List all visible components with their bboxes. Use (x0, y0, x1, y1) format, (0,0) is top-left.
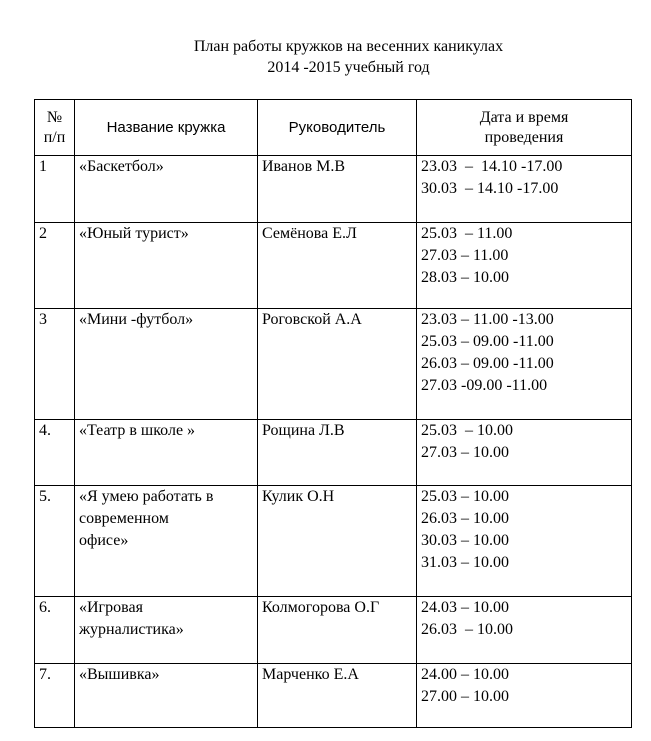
row-number: 1 (35, 156, 75, 223)
header-date-time (417, 100, 632, 156)
table-row (35, 309, 632, 420)
club-name-line: офисе» (79, 532, 129, 549)
date-time-line: 30.03 – 14.10 -17.00 (421, 180, 559, 197)
row-number: 7. (35, 664, 75, 728)
date-time-line: 26.03 – 09.00 -11.00 (421, 355, 554, 372)
club-name-line: «Игровая (79, 599, 143, 616)
table-row (35, 597, 632, 664)
row-number: 3 (35, 309, 75, 420)
date-time-cell (417, 597, 632, 664)
table-row (35, 223, 632, 309)
header-date-line1: Дата и время (479, 108, 569, 126)
row-number: 4. (35, 420, 75, 486)
date-time-line: 25.03 – 11.00 (421, 225, 513, 242)
club-name-line: «Юный турист» (79, 225, 189, 242)
club-name-cell (75, 223, 258, 309)
date-time-line: 25.03 – 09.00 -11.00 (421, 333, 554, 350)
club-name-line: «Баскетбол» (79, 158, 164, 175)
date-time-cell (417, 156, 632, 223)
leader-cell: Рощина Л.В (258, 420, 417, 486)
header-num-line1: № (46, 108, 63, 126)
club-name-line: «Мини -футбол» (79, 311, 194, 328)
header-date-line2: проведения (484, 128, 564, 146)
date-time-line: 28.03 – 10.00 (421, 269, 509, 286)
date-time-cell (417, 664, 632, 728)
club-name-cell (75, 420, 258, 486)
header-num-line2: п/п (43, 128, 66, 146)
leader-cell: Марченко Е.А (258, 664, 417, 728)
date-time-line: 23.03 – 11.00 -13.00 (421, 311, 554, 328)
date-time-line: 27.03 -09.00 -11.00 (421, 377, 548, 394)
date-time-line: 30.03 – 10.00 (421, 532, 509, 549)
document-subtitle: 2014 -2015 учебный год (267, 59, 430, 76)
row-number: 2 (35, 223, 75, 309)
table-row (35, 156, 632, 223)
date-time-cell (417, 486, 632, 597)
club-name-line: «Вышивка» (79, 666, 160, 683)
club-name-cell (75, 156, 258, 223)
header-club-name: Название кружка (75, 100, 258, 156)
leader-cell: Иванов М.В (258, 156, 417, 223)
club-name-cell (75, 664, 258, 728)
table-header-row (35, 100, 632, 156)
document-title: План работы кружков на весенних каникулах (193, 38, 504, 55)
table-row (35, 664, 632, 728)
date-time-line: 27.00 – 10.00 (421, 688, 509, 705)
date-time-line: 25.03 – 10.00 (421, 488, 509, 505)
table-row (35, 420, 632, 486)
date-time-cell (417, 223, 632, 309)
club-name-cell (75, 309, 258, 420)
date-time-line: 26.03 – 10.00 (421, 621, 513, 638)
date-time-line: 25.03 – 10.00 (421, 422, 513, 439)
header-num (35, 100, 75, 156)
table-row (35, 486, 632, 597)
leader-cell: Колмогорова О.Г (258, 597, 417, 664)
club-name-line: современном (79, 510, 169, 527)
club-name-cell (75, 486, 258, 597)
row-number: 6. (35, 597, 75, 664)
clubs-schedule-table (34, 99, 632, 728)
leader-cell: Кулик О.Н (258, 486, 417, 597)
header-leader: Руководитель (258, 100, 417, 156)
row-number: 5. (35, 486, 75, 597)
date-time-cell (417, 420, 632, 486)
date-time-cell (417, 309, 632, 420)
club-name-line: «Театр в школе » (79, 422, 196, 439)
date-time-line: 24.00 – 10.00 (421, 666, 509, 683)
date-time-line: 27.03 – 11.00 (421, 247, 509, 264)
date-time-line: 24.03 – 10.00 (421, 599, 509, 616)
club-name-line: «Я умею работать в (79, 488, 214, 505)
leader-cell: Семёнова Е.Л (258, 223, 417, 309)
date-time-line: 27.03 – 10.00 (421, 444, 509, 461)
date-time-line: 23.03 – 14.10 -17.00 (421, 158, 563, 175)
club-name-cell (75, 597, 258, 664)
date-time-line: 26.03 – 10.00 (421, 510, 509, 527)
date-time-line: 31.03 – 10.00 (421, 554, 509, 571)
club-name-line: журналистика» (79, 621, 184, 638)
leader-cell: Роговской А.А (258, 309, 417, 420)
